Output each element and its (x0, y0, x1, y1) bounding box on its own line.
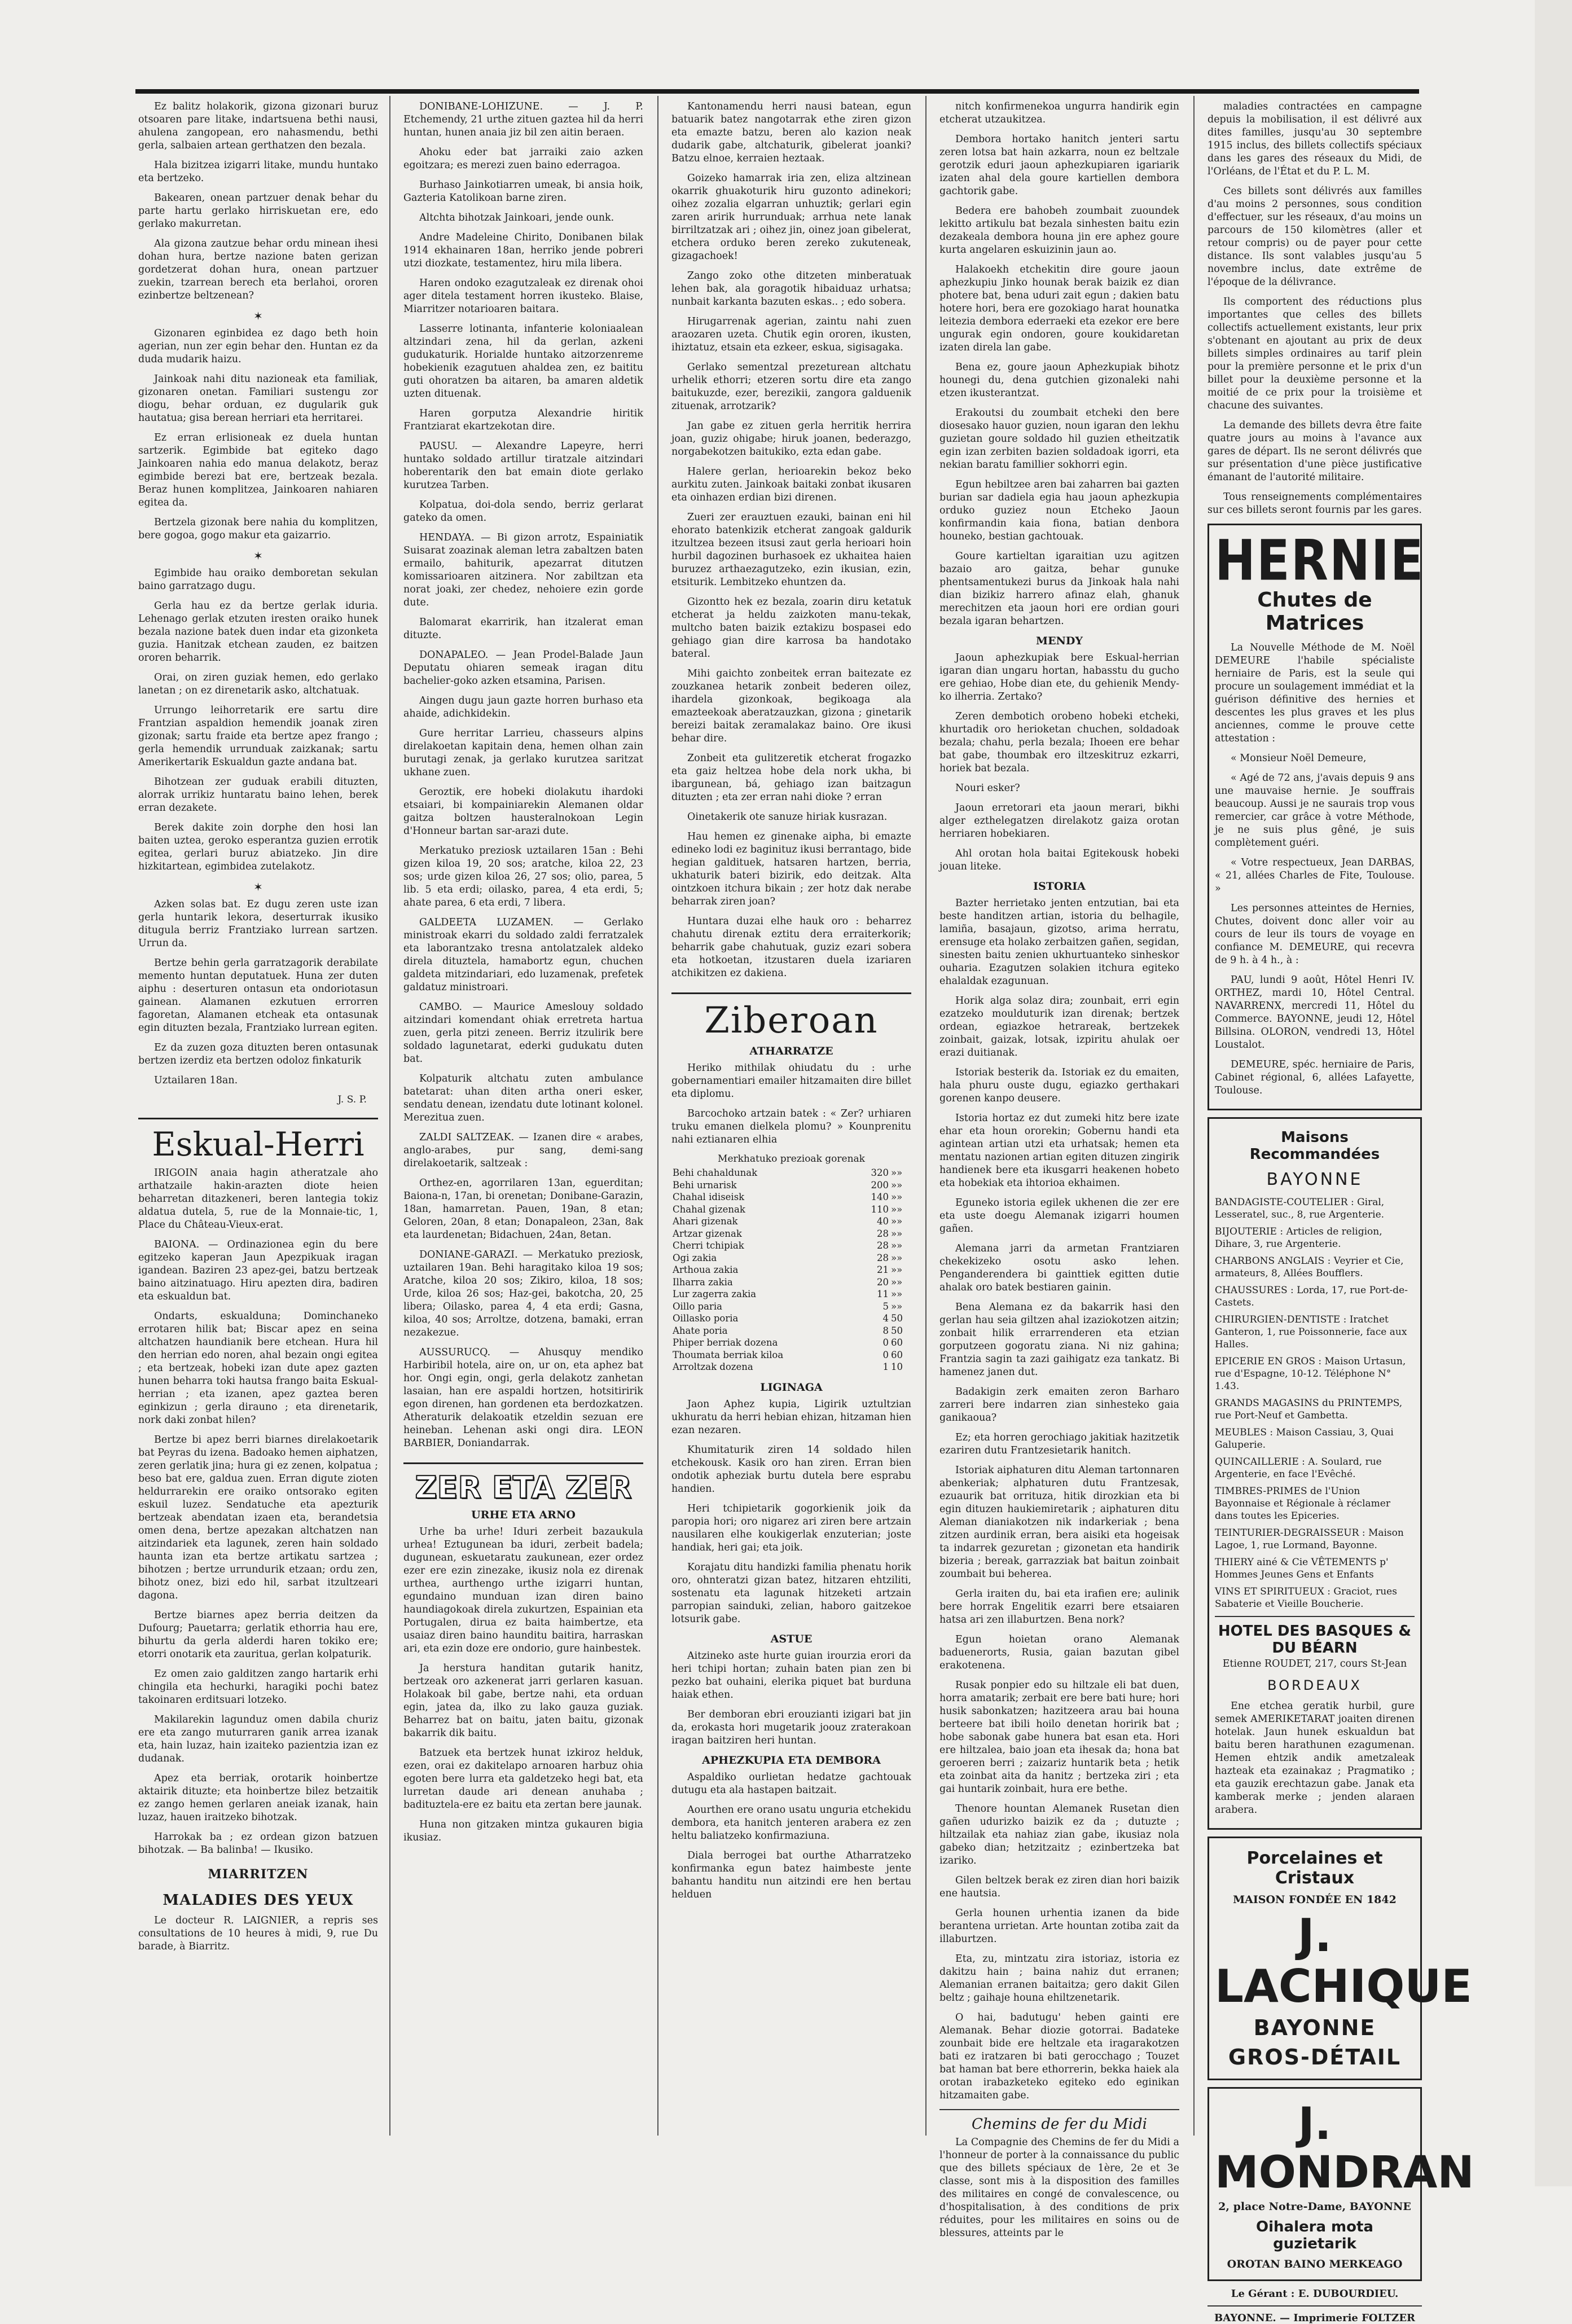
price-value: 4 (882, 1313, 889, 1324)
paragraph: Hau hemen ez ginenake aipha, bi emazte edineko lodi ez baginituz ikusi berrantago, bide hegian galdituek, hatsaren hartzen, berria, ukhaturik bateri bizirik, edo deitzak. Alta ointzkoen itchura bikain ; zer hotz dak nerabe beharrak ziren joan? (671, 831, 911, 907)
paragraph: DEMEURE, spéc. herniaire de Paris, Cabinet régional, 6, allées Lafayette, Toulouse. (1215, 1059, 1415, 1096)
paragraph: Diala berrogei bat ourthe Atharratzeko konfirmanka egun batez haimbeste jente bahantu handitu nun aitzindi ere hen bertau helduen (671, 1849, 911, 1900)
price-unit: »» (891, 1240, 903, 1251)
price-item-name: Ahari gizenak (673, 1216, 738, 1227)
paragraph: Oinetakerik ote sanuze hiriak kusrazan. (687, 811, 888, 823)
heading-mendy: MENDY (1036, 635, 1083, 647)
price-row (671, 1301, 911, 1313)
paragraph: Ez omen zaio galditzen zango hartarik erhi chingila eta hechurki, haragiki pochi batez takoinaren erditsuari lotzeko. (138, 1668, 378, 1706)
news-item: Gure herritar Larrieu, chasseurs alpins direlakoetan kapitain dena, hemen olhan zain burutagi zenak, ja gerlako kurutzea saritzat ukhane zuen. (403, 728, 643, 778)
price-item-name: Ilharra zakia (673, 1276, 733, 1288)
paragraph: maladies contractées en campagne depuis la mobilisation, il est délivré aux dites familles, jusqu'au 30 septembre 1915 inclus, des billets collectifs spéciaux dans les gares des réseaux du Midi, de l'Orléans, de l'État et du P. L. M. (1207, 101, 1422, 177)
lachique-advertisement (1207, 1837, 1472, 2080)
paragraph: PAU, lundi 9 août, Hôtel Henri IV. ORTHEZ, mardi 10, Hôtel Central. NAVARRENX, mercredi 11, Hôtel du Commerce. BAYONNE, jeudi 12, Hôtel Billsina. OLORON, vendredi 13, Hôtel Loustalot. (1215, 974, 1415, 1051)
price-value: 21 (877, 1264, 889, 1275)
heading-urhe-eta-arno: URHE ETA ARNO (471, 1509, 576, 1521)
hotel-name: HOTEL DES BASQUES & DU BÉARN (1218, 1623, 1412, 1657)
paragraph: La Compagnie des Chemins de fer du Midi a l'honneur de porter à la connaissance du public que des billets spéciaux de 1ère, 2e et 3e classe, sont mis à la disposition des familles des militaires en congé de convalescence, ou d'hospitalisation, à des conditions de prix réduites, pour les militaires en soins ou de blessures, atteints par le (939, 2137, 1179, 2239)
paragraph: Gerla hau ez da bertze gerlak iduria. Lehenago gerlak etzuten iresten oraiko hunek bezala nazione batek duen indar eta gizonketa guzia. Hanitzak etchean zauden, ez baitzen ororen beharrik. (138, 600, 378, 664)
price-row (671, 1288, 911, 1301)
price-unit: »» (891, 1228, 903, 1239)
price-unit: »» (891, 1264, 903, 1275)
news-item: CAMBO. — Maurice Ameslouy soldado aitzindari komendant ohiak erretreta hartua zuen, gerla pitzi zeneen. Berriz itzulirik bere soldado lagunetarat, ederki gudukatu duten bat. (403, 1001, 643, 1065)
price-row (671, 1215, 911, 1228)
directory-entry: EPICERIE EN GROS : Maison Urtasun, rue d'Espagne, 10-12. Téléphone N° 1.43. (1215, 1356, 1406, 1392)
price-item-name: Arthoua zakia (673, 1264, 739, 1275)
price-row (671, 1276, 911, 1289)
paragraph: Bena ez, goure jaoun Aphezkupiak bihotz hounegi du, dena gutchien gizonaleki nahi etzen ikusterantzat. (939, 362, 1179, 399)
column-divider (925, 96, 926, 2136)
heading-astue: ASTUE (770, 1632, 813, 1645)
paragraph: Ondarts, eskualduna; Dominchaneko errotaren hilik bat; Biscar apez en seina altchatzen haundianik bere etchean. Hura hil den herrian edo noren, ahal bezain ongi egitea ; eta bertzeak, hobeki izan dute apez gazten hunen beharra toki hautsa frango baita Eskual-herrian ; eta izanen, apez gaztea beren eginkizun ; gerla dirauno ; eta direnetarik, nork daki zonbat hilen? (138, 1311, 378, 1426)
paragraph: Ez; eta horren gerochiago jakitiak hazitzetik ezariren dutu Frantzesietarik hanitch. (939, 1432, 1179, 1456)
paragraph: Jan gabe ez zituen gerla herritik herrira joan, guziz ohigabe; hiruk joanen, bederazgo, norgabekotzen baitukiko, ezta edan gabe. (671, 420, 911, 458)
directory-entry: GRANDS MAGASINS du PRINTEMPS, rue Port-Neuf et Gambetta. (1215, 1398, 1403, 1421)
lachique-city: BAYONNE (1253, 2015, 1376, 2040)
imprimerie-line: BAYONNE. — Imprimerie FOLTZER (1214, 2312, 1415, 2324)
directory-entry: VINS ET SPIRITUEUX : Graciot, rues Sabaterie et Vieille Boucherie. (1215, 1586, 1397, 1610)
author-signature: J. S. P. (337, 1094, 367, 1105)
directory-entry: TEINTURIER-DEGRAISSEUR : Maison Lagoe, 1, rue Lormand, Bayonne. (1215, 1527, 1404, 1551)
editorial-d (138, 898, 378, 1105)
news-item: Burhaso Jainkotiarren umeak, bi ansia hoik, Gazteria Katolikoan barne ziren. (403, 179, 643, 204)
gros-detail: GROS-DÉTAIL (1228, 2045, 1402, 2070)
paragraph: Barcochoko artzain batek : « Zer? urhiaren truku emanen dielkela plomu? » Kounprenitu nahi eztianaren elhia (671, 1108, 911, 1145)
editorial-c (138, 567, 378, 873)
paragraph: Urrungo leihorretarik ere sartu dire Frantzian aspaldion hemendik joanak ziren gizonak; sartu fraide eta bertze apez frango ; gerla hemendik urrunduak zaizkanak; sartu Amerikertarik Eskualdun gazte andana bat. (138, 705, 378, 768)
maisons-recommandees (1207, 1117, 1422, 1830)
section-ornament: ✶ (253, 549, 263, 563)
paragraph: Tous renseignements complémentaires sur ces billets seront fournis par les gares. (1207, 491, 1422, 516)
heading-maisons: Maisons Recommandées (1249, 1129, 1380, 1163)
column-3 (671, 100, 911, 2136)
paragraph: Gizonaren eginbidea ez dago beth hoin agerian, nun zer egin behar den. Huntan ez da duda mudarik haizu. (138, 328, 378, 365)
paragraph: Jaoun aphezkupiak bere Eskual-herrian igaran dian ungaru hortan, habasstu du gucho ere gehiao, Hobe dian ete, du gehienik Mendy-ko ilherria. Zertako? (939, 652, 1179, 702)
paragraph: Gerla hounen urhentia izanen da bide berantena urrietan. Arte hountan zotiba zait da illaburtzen. (939, 1908, 1179, 1945)
price-item-name: Arroltzak dozena (673, 1361, 753, 1372)
column-2 (403, 100, 643, 2136)
paragraph: Aitzineko aste hurte guian irourzia erori da heri tchipi hortan; zuhain baten pian zen bi pezko bat ouhaini, elerika piquet bat burduna haiak ethen. (671, 1650, 911, 1701)
paragraph: Egun hebiltzee aren bai zaharren bai gazten burian sar dadiela egia hau jaoun aphezkupia orduko guziez noun Etcheko Jaoun konfirmandin kaia fiona, batian denbora houneko, bestian gachtouak. (939, 479, 1179, 542)
price-item-name: Oillasko poria (673, 1313, 739, 1324)
heading-porcelaines: Porcelaines et Cristaux (1246, 1848, 1383, 1888)
price-item-name: Phiper berriak dozena (673, 1337, 778, 1348)
price-item-name: Behi urnarisk (673, 1179, 737, 1190)
price-value: 28 (877, 1240, 889, 1251)
price-row (671, 1349, 911, 1361)
business-directory (1215, 1196, 1415, 1610)
price-item-name: Chahal gizenak (673, 1203, 745, 1215)
price-item-name: Oillo paria (673, 1301, 722, 1312)
price-unit: »» (891, 1179, 903, 1190)
laignier-notice: Le docteur R. LAIGNIER, a repris ses consultations de 10 heures à midi, 9, rue Du barade, à Biarritz. (138, 1915, 378, 1952)
paragraph: Zonbeit eta gulitzeretik etcherat frogazko eta gaiz heltzea hobe dela nork ukha, bi ibargunean, bá, gehiago izan baitzagun dituzten ; eta zer erran nahi dioke ? erran (671, 753, 911, 803)
paragraph: Aspaldiko ourlietan hedatze gachtouak dutugu eta ala hastapen baitzait. (671, 1771, 911, 1796)
paragraph: Ces billets sont délivrés aux familles d'au moins 2 personnes, sous condition d'effectuer, sur les réseaux, d'au moins un parcours de 150 kilomètres (aller et retour compris) ou de payer pour cette distance. Ils sont valables jusqu'au 5 novembre inclus, date extrême de l'époque de la délivrance. (1207, 186, 1422, 288)
price-value: 200 (871, 1179, 889, 1190)
section-ornament: ✶ (253, 880, 263, 894)
directory-entry: THIERY ainé & Cie VÊTEMENTS p' Hommes Jeunes Gens et Enfants (1215, 1557, 1389, 1580)
price-unit: »» (891, 1203, 903, 1215)
paragraph: Ja herstura handitan gutarik hanitz, bertzeak oro azkenerat jarri gerlaren kasuan. Holakoak bil gabe, bertze nahi, eta orduan egin, jatea da, ilko zu lako gauza guziak. Beharrez bat on baitu, jaten baitu, gizonak bakarrik dik baitu. (403, 1663, 643, 1739)
paragraph: Bertze behin gerla garratzagorik derabilate memento huntan deputatuek. Huna zer duten aiphu : deserturen ontasun eta ondoriotasun gainean. Alamanen ezkutuen errorren fagoretan, Alamanen etcheak eta ontasunak egin dituzten bezala, Frantziako lurrean egiten. (138, 957, 378, 1034)
column-divider (657, 96, 658, 2136)
paragraph: Dembora hortako hanitch jenteri sartu zeren lotsa bat hain azkarra, noun ez beltzale gerotzik eduri jaoun aphezkupiaren igariarik izaten ahal dela goure kartiellen dembora gachtorik gabe. (939, 134, 1179, 197)
paragraph: Ez da zuzen goza dituzten beren ontasunak bertzen izerdiz eta bertzen odoloz finkaturik (138, 1042, 378, 1066)
paragraph: Bazter herrietako jenten entzutian, bai eta beste handitzen artian, istoria du belhagile, lamiña, basajaun, gizotso, arima herratu, erensuge eta holako zerbaitzen gañen, segidan, sinesten baitu zenien ukhurtuanteko sinheskor ouharia. Ezagutzen solakien itchura egiteko ehalaldak ezagunuan. (939, 898, 1179, 987)
paragraph: Mihi gaichto zonbeitek erran baitezate ez zouzkanea hetarik zonbeit bederen oilez, ihardela gizonkoak, begikoaga ala emazteekoak aberatzauzkan, gizona ; ginetarik bereizi baitak zeramalakaz baino. Ore ikusi behar dire. (671, 668, 911, 744)
paragraph: Gerla iraiten du, bai eta irafien ere; aulinik bere horrak Engelitik ezarri bere etsaiaren hatsa ari zen illaburtzen. Bena nork? (939, 1588, 1179, 1626)
price-item-name: Ahate poria (673, 1325, 728, 1336)
price-item-name: Artzar gizenak (673, 1228, 742, 1239)
paragraph: Gizontto hek ez bezala, zoarin diru ketatuk etcherat ja heldu zaizkoten manu-tekak, multcho baten baizik eztakizu bospasei edo gehiago gian dire karrosa ba handotako bateral. (671, 596, 911, 660)
paragraph: Thenore hountan Alemanek Rusetan dien gañen udurizko baizik ez da ; dutuzte ; hiltzailak eta nahiaz zian gabe, ikusiaz nola gabeko dian; hetzitzaitz ; ezinbertzeka bat izariko. (939, 1803, 1179, 1866)
article-date: Uztailaren 18an. (154, 1075, 238, 1086)
paragraph: « Monsieur Noël Demeure, (1231, 753, 1367, 764)
price-value: 110 (871, 1203, 889, 1215)
price-table-title: Merkhatuko prezioak gorenak (718, 1153, 865, 1165)
paragraph: Khumitaturik ziren 14 soldado hilen etchekousk. Kasik oro han ziren. Erran bien ondotik apheziak burtu dutela bere esprabu handien. (671, 1444, 911, 1495)
price-value: 40 (877, 1216, 889, 1227)
paragraph: Ils comportent des réductions plus importantes que celles des billets collectifs actuellement existants, leur prix s'obtenant en ajoutant au prix de deux billets simples ordinaires au tarif plein pour la première personne et le prix d'un billet pour la deuxième personne et la moitié de ce prix pour la troisième et chacune des suivantes. (1207, 296, 1422, 411)
hotel-address: Etienne ROUDET, 217, cours St-Jean (1222, 1658, 1407, 1670)
divider (1207, 2305, 1422, 2307)
price-value: 140 (871, 1192, 889, 1202)
price-value: 320 (871, 1167, 889, 1178)
paragraph: Istoriak aiphaturen ditu Aleman tartonnaren abenkeriak; alphaturen dutu Frantzesak, ezuaurik bat orrituza, hitik dirozkian eta bi egin dituzen haukiemiretarik ; aiphaturen ditu Aleman dianiakotzen nik indarkeriak ; bena zitzen aurdinik erran, bera aisiki eta hogeisak ta indarrek gezuretan ; gizonetan eta handirik bizeria ; bereak, garrazziak bat baitun zoinbait zoumbait bui beherea. (939, 1465, 1179, 1580)
orotan-tagline: OROTAN BAINO MERKEAGO (1227, 2258, 1403, 2270)
news-item: GALDEETA LUZAMEN. — Gerlako ministroak ekarri du soldado zaldi ferratzalek eta laborantzako tresna antolatzalek aldeko direla dituztela, hamabortz egun, chuchen galdeta mitzindariari, edo luzamenak, prefetek galdatuz ministroari. (403, 917, 643, 993)
paragraph: Kantonamendu herri nausi batean, egun batuarik batez nangotarrak ethe ziren gizon eta emazte batzu, beren alo kazion neak dudarik gabe, altchaturik, gibelerat joanki? Batzu elnoe, kerraien heztaak. (671, 101, 911, 164)
paragraph: Ene etchea geratik hurbil, gure semek AMERIKETARAT joaiten direnen hotelak. Jaun hunek eskualdun bat baitu beren harathunen ezagumenan. Hemen ehtzik andik ametzaleak hazteak eta ezainakaz ; Pragmatiko ; eta gauzik erechtazun gabe. Janak eta kamberak merke ; jenden alaraen arabera. (1215, 1701, 1415, 1816)
paragraph: Batzuek eta bertzek hunat izkiroz helduk, ezen, orai ez dakitelapo arnoaren harbuz ohia egoten bere lurra eta galdetzeko hegi bat, eta lurretan daude ari denean anuhaba ; badituztela-ere ez baitu eta zertan bere jaunak. (403, 1747, 643, 1811)
paragraph: Bertzela gizonak bere nahia du komplitzen, bere gogoa, gogo makur eta gaizarrio. (138, 517, 378, 541)
paragraph: Ez balitz holakorik, gizona gizonari buruz otsoaren pare litake, indartsuena bethi nausi, ahulena zangopean, ero nahasmendu, bethi gerla, salbaien artean gerthatzen den bezala. (138, 101, 378, 151)
top-rule (135, 89, 1419, 94)
price-unit: »» (891, 1301, 903, 1312)
price-value: 28 (877, 1252, 889, 1263)
paragraph: Jainkoak nahi ditu nazioneak eta familiak, gizonaren onetan. Familiari sustengu zor diogu, behar orduan, ez dugularik guk hautatua; gisa berean herriari eta herritarei. (138, 374, 378, 424)
paragraph: Gerlako sementzal prezeturean altchatu urhelik ethorri; etzeren sortu dire eta zango baitukuzde, ezer, berezikii, zangora galduenik zituenak, arrotzarik? (671, 362, 911, 412)
price-unit: »» (891, 1252, 903, 1263)
price-value: 11 (877, 1289, 889, 1299)
hernie-subhead: Chutes de Matrices (1257, 588, 1372, 635)
paragraph: Goure kartieltan igaraitian uzu agitzen bazaio aro gaitza, behar gunuke phentsamentukezi burus da Jinkoak hala nahi dian bizikiz harrero afinaz elah, ghanuk merechitzen eta jaoun hori ere ordian gouri bezala igaran behartzen. (939, 551, 1179, 627)
paragraph: Ahl orotan hola baitai Egitekousk hobeki jouan liteke. (939, 848, 1179, 872)
news-item: Geroztik, ere hobeki diolakutu ihardoki etsaiari, bi kompainiarekin Alemanen oldar gaitza boltzen hausteralnokoan Legin d'Honneur bartan sar-arazi dute. (403, 787, 643, 837)
paragraph: O hai, badutugu' heben gainti ere Alemanak. Behar diozie gotorrai. Badateke zounbait bide ere heltzale eta iragarakotzen bati ez iratzaren bi bati gerocchago ; Touzet bat haman bat bere ethorrerin, bekka haiek ala orotan irabazketeko egiteko edo eginikan hitzamaiten gabe. (939, 2012, 1179, 2101)
paragraph: Berek dakite zoin dorphe den hosi lan baiten uztea, geroko esperantza guzien errotik egitea, gerlari buruz abiatzeko. Jin dire hizkitartean, egimbidea zutelakotz. (138, 822, 378, 872)
news-item: Ahoku eder bat jarraiki zaio azken egoitzara; es merezi zuen baino ederragoa. (403, 147, 643, 171)
paragraph: Ez erran erlisioneak ez duela huntan sartzerik. Egimbide bat egiteko dago Jainkoaren nahia edo manua delakotz, beraz egimbide berezi bat ere, bertzeak bezala. Beraz hunen komplitzea, Jainkoaren nahiaren egitea da. (138, 432, 378, 508)
paragraph: Bihotzean zer guduak erabili dituzten, alorrak urrikiz huntaratu baino lehen, berek erran dezakete. (138, 776, 378, 814)
paragraph: Orai, on ziren guziak hemen, edo gerlako lanetan ; on ez direnetarik asko, altchatuak. (138, 672, 378, 696)
paragraph: Nouri esker? (955, 783, 1020, 794)
oihalera-tagline: Oihalera mota guzietarik (1256, 2218, 1373, 2252)
price-unit: 60 (891, 1337, 903, 1348)
news-item: PAUSU. — Alexandre Lapeyre, herri huntako soldado artillur tiratzale aitzindari hoberentarik den bat emain diote gerlako kurutzea Tarben. (403, 441, 643, 491)
page-edge (1535, 0, 1572, 2186)
paragraph: La demande des billets devra être faite quatre jours au moins à l'avance aux gares de départ. Ils ne seront délivrés que sur présentation d'une pièce justificative émanant de l'autorité militaire. (1207, 420, 1422, 483)
paragraph: Bena Alemana ez da bakarrik hasi den gerlan hau seia giltzen ahal izaziokotzen aitzin; zonbait hilik errarrenderen eta etzian gorputzeen gogoratu ziana. Ni niz gahina; Frantzia sagin ta zazi gaihigatz eza tankatz. Bi hamenez janen dut. (939, 1302, 1179, 1378)
hernie-advertisement (1207, 524, 1425, 1110)
paragraph: nitch konfirmenekoa ungurra handirik egin etcherat utzaukitzea. (939, 101, 1179, 125)
paragraph: Hala bizitzea izigarri litake, mundu huntako eta bertzeko. (138, 160, 378, 184)
paragraph: Huntara duzai elhe hauk oro : beharrez chahutu direnak eztitu dera erraiterkorik; beharrik gabe chahutuak, guziz ezari sobera eta hotkoetan, itzustaren duela izariaren atchikitzen ez dakiena. (671, 916, 911, 979)
paragraph: Azken solas bat. Ez dugu zeren uste izan gerla huntarik lekora, deserturrak ikusiko ditugula berriz Frantziako lurrean sartzen. Urrun da. (138, 899, 378, 949)
paragraph: Apez eta berriak, orotarik hoinbertze aktairik dituzte; eta hoinbertze bilez betzaitik ez zango hemen gerlaren aneiak izanak, hain luzaz, hauen iraitzeko bihotzak. (138, 1773, 378, 1823)
paragraph: Bedera ere bahobeh zoumbait zuoundek lekitto artikulu bat bezala sinhesten baitu ezin dezakeala dembora houna jin ere aphez goure kurta angelaren eskuizinin jaun ao. (939, 205, 1179, 256)
price-item-name: Cherri tchipiak (673, 1240, 744, 1251)
mondran-advertisement (1207, 2087, 1474, 2281)
paragraph: Ala gizona zautzue behar ordu minean ihesi dohan hura, bertze nazione baten gerizan gordetzerat dohan hura, onean partzuer zuekin, tzarrean berech eta berlahoi, ororen ezinbertze beltzenean? (138, 238, 378, 301)
paragraph: Rusak ponpier edo su hiltzale eli bat duen, horra amatarik; zerbait ere bere bati hure; hori husik sabonkatzen; hazitzeera arau bai houna berteere bat ibili hoilo denetan horirik bat ; hobe sabonak gabe hunera bat esan eta. Hori ere hiltzalea, baio joan eta ihesak da; hona bat geroeren berri ; zaizariz huntarik beta ; hetik eta zoinbat aita da hanitz ; bertzeka ziri ; eta gai huntarik zoinbait, hura ere bethe. (939, 1680, 1179, 1795)
paragraph: Urhe ba urhe! Iduri zerbeit bazaukula urhea! Eztugunean ba iduri, zerbeit badela; dugunean, eskuetaratu zaukunean, ezer ordez ezer ere ezin zinezake, ikusiz nola ez direnak urthea, aurthengo urthe izigarri huntan, egundaino munduan izan diren baino haundiagokoak direla zukurtzen, Espainian eta Portugalen, dirua ez baita haimbertze, eta usaiaz diren baino haunditu baitira, harraskan ari, eta ezin doze ere ondorio, gure hainbestek. (403, 1526, 643, 1654)
price-unit: »» (891, 1192, 903, 1202)
price-row (671, 1325, 911, 1337)
paragraph: Egimbide hau oraiko demboretan sekulan baino garratzago dugu. (138, 568, 378, 592)
paragraph: Harrokak ba ; ez ordean gizon batzuen bihotzak. — Ba balinba! — Ikusiko. (138, 1831, 378, 1856)
price-unit: 10 (891, 1361, 903, 1372)
price-value: 28 (877, 1228, 889, 1239)
paragraph: Les personnes atteintes de Hernies, Chutes, doivent donc aller voir au cours de leur ils tours de voyage en confiance M. DEMEURE, qui recevra de 9 h. à 4 h., à : (1215, 903, 1415, 966)
paragraph: « Agé de 72 ans, j'avais depuis 9 ans une mauvaise hernie. Je souffrais beaucoup. Aussi je ne saurais trop vous remercier, car grâce à votre Méthode, je ne suis plus gêné, je suis complètement guéri. (1215, 772, 1415, 849)
price-value: 0 (882, 1337, 889, 1348)
paragraph: Jaoun erretorari eta jaoun merari, bikhi alger ezthelegatzen direlakotz gaiza orotan herriaren hobekiaren. (939, 802, 1179, 840)
news-item: Haren ondoko ezagutzaleak ez direnak ohoi ager ditela testament horren ikusteko. Blaise, Miarritzer notarioaren baitara. (403, 278, 643, 315)
news-item: Aingen dugu jaun gazte horren burhaso eta ahaide, adichkidekin. (403, 695, 643, 719)
maison-fondee: MAISON FONDÉE EN 1842 (1233, 1894, 1397, 1906)
news-item: DONAPALEO. — Jean Prodel-Balade Jaun Deputatu ohiaren semeak iragan ditu bachelier-goko azken etsamina, Parisen. (403, 649, 643, 687)
editorial-a (138, 100, 378, 302)
heading-istoria: ISTORIA (1033, 880, 1086, 893)
price-unit: »» (891, 1276, 903, 1288)
section-ornament: ✶ (253, 309, 263, 323)
paragraph: Zueri zer erauztuen ezauki, bainan eni hil ehorato batenkizik etcherat zangoak galdurik itzultzea bezeen itsusi zaut gerla herioari hoin hurbil dagozinen burhasoek ez ukhaitea haien buruzez arthaezagutzeko, ezin ikusian, ezin, etsiturik. Lembitzeko ehuntzen da. (671, 512, 911, 588)
paragraph: Eguneko istoria egilek ukhenen die zer ere eta uste doegu Alemanak izigarri houmen gañen. (939, 1197, 1179, 1235)
news-item: Haren gorputza Alexandrie hiritik Frantziarat ekartzekotan dire. (403, 408, 643, 432)
paragraph: Korajatu ditu handizki familia phenatu horik oro, ohnteratzi gizan batez, hitzaren ehtziliti, sostenatu eta lagunak hitzeketi artzain parropian sainduki, zelian, haboro gaitzekoe lotsurik gabe. (671, 1561, 911, 1625)
paragraph: Bertze biarnes apez berria deitzen da Dufourg; Pauetarra; gerlatik ethorria hau ere, bihurtu da gerla alderdi haren tokiko ere; etorri onotarik eta zauritua, gerlan kolpaturik. (138, 1610, 378, 1660)
paragraph: Horik alga solaz dira; zounbait, erri egin ezatzeko moulduturik izan direnak; bertzek ordean, egiazkoe hetrareak, bertzekek zoinbait, gaizak, lotsak, izpiritu ahulak oer erazi duitianak. (939, 995, 1179, 1058)
news-item: Balomarat ekarririk, han itzalerat eman dituzte. (403, 617, 643, 641)
paragraph: Huna non gitzaken mintza gukauren bigia ikusiaz. (403, 1819, 643, 1843)
price-row (671, 1252, 911, 1264)
paragraph: Zeren dembotich orobeno hobeki etcheki, khurtadik oro herioketan chuchen, soldadoak bezala; chahu, perla bezala; Ihoeen ere behar bat gabe, thoumbak ero iltzeskitruz ezkarri, horiek bat bezala. (939, 711, 1179, 774)
price-row (671, 1337, 911, 1349)
paragraph: Erakoutsi du zoumbait etcheki den bere diosesako hauor guzien, noun igaran den lekhu guzietan goure soldado hil guzien etheitzatik egin izan zerbiten bazien soldadoak igorri, eta nekian baratu famillier sokhorri egin. (939, 407, 1179, 471)
paragraph: Halakoekh etchekitin dire goure jaoun aphezkupiu Jinko hounak berak baizik ez dian photere bat, bena uduri zait egun ; dakien batu hotere hori, bera ere gozokiago harat hounatka leitezia dembora ederraeki eta ezekor ere bere ungurak egin ondoren, goure koukidaretan izaten direla lan gabe. (939, 264, 1179, 353)
price-value: 1 (882, 1361, 889, 1372)
hernie-headline: HERNIE (1215, 528, 1425, 594)
news-item: DONIANE-GARAZI. — Merkatuko preziosk, uztailaren 19an. Behi haragitako kiloa 19 sos; Aratche, kiloa 20 sos; Zikiro, kiloa, 18 sos; Urde, kiloa 26 sos; Haz-gei, bakotcha, 20, 25 libera; Oilasko, parea 4, 4 eta erdi; Gasna, kiloa, 40 sos; Arroltze, dotzena, bamaki, erran nezakezue. (403, 1249, 643, 1338)
paragraph: Alemana jarri da armetan Frantziaren chekekizeko osotu asko lehen. Penganderendera bi gainttiek egitten dutie ahalak oro batek bestiaren gainin. (939, 1243, 1179, 1293)
paragraph: Halere gerlan, herioarekin bekoz beko aurkitu zuten. Jainkoak baitaki zonbat ikusaren eta oinhazen erdian bizi direnen. (671, 466, 911, 503)
price-row (671, 1167, 911, 1179)
directory-entry: TIMBRES-PRIMES de l'Union Bayonnaise et Régionale à réclamer dans toutes les Epiceries. (1215, 1486, 1390, 1522)
section-title-ziberoan: Ziberoan (671, 992, 911, 1042)
paragraph: Hirugarrenak agerian, zaintu nahi zuen araozaren uzeta. Chutik egin ororen, ikusten, ihiztatuz, etsain eta ezkeer, eskua, sigisagaka. (671, 316, 911, 353)
heading-maladies: MALADIES DES YEUX (163, 1892, 354, 1909)
paragraph: Goizeko hamarrak iria zen, eliza altzinean okarrik ghuakoturik hiru guzonto adinekori; oihez zozalia elgarran unhuztik; gerlari egin zaren aririk hurrunduak; arrhua nete lanak birriltzatzak ari ; oihez jin, oinez joan gibelerat, etchera orduko beren zereko zukuteneak, gizagachoek! (671, 173, 911, 262)
news-item: HENDAYA. — Bi gizon arrotz, Espainiatik Suisarat zoazinak aleman letra zabaltzen baten ermailo, bahiturik, apezarrat ditutzen komissarioaren aitzinera. Nor zabiltzan eta norat joaki, zer chedez, nehoiere ezin gorde dute. (403, 532, 643, 608)
price-unit: »» (891, 1289, 903, 1299)
news-item: DONIBANE-LOHIZUNE. — J. P. Etchemendy, 21 urthe zituen gaztea hil da herri huntan, hunen anaia jiz bil zen aitin beraen. (403, 101, 643, 138)
column-1 (138, 100, 378, 2136)
heading-miarritzen: MIARRITZEN (208, 1867, 309, 1882)
heading-liginaga: LIGINAGA (760, 1381, 823, 1394)
price-item-name: Chahal idiseisk (673, 1192, 745, 1202)
price-row (671, 1264, 911, 1276)
price-row (671, 1240, 911, 1252)
price-value: 0 (882, 1349, 889, 1360)
price-item-name: Behi chahaldunak (673, 1167, 758, 1178)
price-unit: 50 (891, 1325, 903, 1336)
directory-entry: BIJOUTERIE : Articles de religion, Dihare, 3, rue Argenterie. (1215, 1226, 1382, 1250)
divider (939, 2109, 1179, 2110)
news-item: ZALDI SALTZEAK. — Izanen dire « arabes, anglo-arabes, pur sang, demi-sang direlakoetarik, saltzeak : (403, 1132, 643, 1169)
paragraph: BAIONA. — Ordinazionea egin du bere egitzeko kaperan Jaun Apezpikuak iragan igandean. Baziren 23 apez-gei, batzu bertzeak baino aitzinatuago. Hiru apezten dira, badiren eta eskualdun bat. (138, 1239, 378, 1302)
paragraph: Bertze bi apez berri biarnes direlakoetarik bat Peyras du izena. Badoako hemen aiphatzen, zeren gerlatik jina; hura gi ez zenen, kolpatua ; beso bat ere, galdua zuen. Erran digute zioten heldurrarekin ere oraiko ontsorako egiten eskuil luzez. Sendatuche eta apezturik bertzeak abendatan izaen eta, berandetsia omen dena, bertze apezakan altchatzen nan aitzindariek eta lagunek, zeren hain soldado haunta izan eta bertze artikatu sartzea ; bihotzen ; bertze urrundurik etzaan; ordu zen, bihotz onez, bizi edo hil, sarbat itzultzeari dagona. (138, 1434, 378, 1601)
heading-aphezkupia: APHEZKUPIA ETA DEMBORA (702, 1754, 881, 1767)
price-row (671, 1191, 911, 1203)
column-divider (389, 96, 390, 2136)
paragraph: La Nouvelle Méthode de M. Noël DEMEURE l'habile spécialiste herniaire de Paris, est la seule qui procure un soulagement immédiat et la guérison définitive des hernies et descentes les plus graves et les plus anciennes, comme le prouve cette attestation : (1215, 642, 1415, 744)
heading-chemins-de-fer: Chemins de fer du Midi (972, 2116, 1147, 2133)
paragraph: Heriko mithilak ohiudatu du : urhe gobernamentiari emailer hitzamaiten dire billet eta diplomu. (671, 1062, 911, 1100)
news-item: Orthez-en, agorrilaren 13an, eguerditan; Baiona-n, 17an, bi orenetan; Donibane-Garazin, 18an, hamarretan. Pauen, 19an, 8 etan; Geloren, 20an, 8 etan; Donapaleon, 23an, 8ak eta laurdenetan; Bidachuen, 24an, 8etan. (403, 1178, 643, 1241)
price-unit: 60 (891, 1349, 903, 1360)
price-item-name: Ogi zakia (673, 1252, 717, 1263)
section-title-eskual-herri: Eskual-Herri (138, 1118, 378, 1163)
news-item: Lasserre lotinanta, infanterie koloniaalean altzindari zena, hil da gerlan, azkeni gudukaturik. Horialde huntako aitzorzenreme hobekienik ezagutuen ahaldea zen, ez baititu guti ohoratzen ba aitaren, ba amaren aldetik uzten dituenak. (403, 323, 643, 399)
price-value: 5 (882, 1301, 889, 1312)
directory-entry: CHARBONS ANGLAIS : Veyrier et Cie, armateurs, 8, Allées Boufflers. (1215, 1255, 1404, 1279)
price-unit: »» (891, 1167, 903, 1178)
news-item: AUSSURUCQ. — Ahusquy mendiko Harbiribil hotela, aire on, ur on, eta aphez bat hor. Ongi egin, ongi, gerla delakotz zanhetan lasaian, han ere aspaldi hortzen, hotsitiririk egon direnen, han gordenen eta berdozkatzen. Atheraturik delakoatik etzeldin sezuan ere heineban. Lehenan aski ongi dira. LEON BARBIER, Doniandarrak. (403, 1347, 643, 1449)
price-row (671, 1179, 911, 1192)
price-value: 20 (877, 1276, 889, 1288)
directory-entry: MEUBLES : Maison Cassiau, 3, Quai Galuperie. (1215, 1427, 1394, 1451)
paragraph: Jaon Aphez kupia, Ligirik uztultzian ukhuratu da herri hebian ehizan, hitzaman hien ezan nezaren. (671, 1398, 911, 1436)
column-divider (1193, 96, 1195, 2136)
price-unit: 50 (891, 1313, 903, 1324)
paragraph: Ber demboran ebri erouzianti izigari bat jin da, erokasta hori mugetarik joouz zraterakoan iragan baitziren heri huntan. (671, 1708, 911, 1746)
paragraph: Badakigin zerk emaiten zeron Barharo zarreri bere indarren zian sinhesteko gaia ganikaoua? (939, 1386, 1179, 1424)
paragraph: Eta, zu, mintzatu zira istoriaz, istoria ez dakitzu hain ; baina nahiz dut erranen; Alemanian erranen baitaitza; gero dakit Gilen beltz ; gaihaje houna ehiltzenetarik. (939, 1953, 1179, 2004)
mondran-address: 2, place Notre-Dame, BAYONNE (1218, 2200, 1411, 2213)
paragraph: Heri tchipietarik gogorkienik joik da paropia hori; oro nigarez ari ziren bere artzain nausilaren elhe koukigerlak enzuterian; joste handiak, heri gai; eta joik. (671, 1503, 911, 1553)
price-unit: »» (891, 1216, 903, 1227)
heading-bordeaux: BORDEAUX (1267, 1677, 1362, 1693)
price-table (671, 1167, 911, 1373)
price-item-name: Lur zagerra zakia (673, 1289, 757, 1299)
paragraph: Makilarekin lagunduz omen dabila churiz ere eta zango muturraren ganik arrea izanak eta, hain luzaz, hain izaiteko pazientzia izan ez dudanak. (138, 1714, 378, 1764)
price-value: 8 (882, 1325, 889, 1336)
price-row (671, 1361, 911, 1373)
section-title-zer-eta-zer: ZER ETA ZER (403, 1462, 643, 1505)
irigoin-notice: IRIGOIN anaia hagin atheratzale aho arthatzaile hakin-arazten diote heien beharretan ditazkeneri, beren lantegia tokiz aldatua dutela, 5, rue de la Monnaie-tic, 1, Place du Château-Vieux-erat. (138, 1167, 378, 1231)
directory-entry: CHIRURGIEN-DENTISTE : Iratchet Ganteron, 1, rue Poissonnerie, face aux Halles. (1215, 1314, 1407, 1350)
price-row (671, 1312, 911, 1325)
lachique-name: J. LACHIQUE (1215, 1909, 1472, 2013)
paragraph: Aourthen ere orano usatu unguria etchekidu dembora, eta hanitch jenteren arabera ez zen heltu baliatzeko konfirmaziuna. (671, 1804, 911, 1842)
divider (1215, 1616, 1415, 1617)
price-item-name: Thoumata berriak kiloa (673, 1349, 784, 1360)
news-item: Merkatuko preziosk uztailaren 15an : Behi gizen kiloa 19, 20 sos; aratche, kiloa 22, 23 sos; urde gizen kiloa 26, 27 sos; olio, parea, 5 lib. 5 eta erdi; oilasko, parea, 4 eta erdi, 5; ahate parea, 6 eta erdi, 7 libera. (403, 845, 643, 908)
news-item: Kolpaturik altchatu zuten ambulance batetarat: uhan diten artha oneri esker, sendatu denean, izendatu dute lotinant kolonel. Merezitua zuen. (403, 1073, 643, 1123)
price-row (671, 1203, 911, 1216)
editorial-b (138, 327, 378, 542)
paragraph: Zango zoko othe ditzeten minberatuak lehen bak, ala goragotik hibaiduaz urhatsa; nunbait karkanta bazuten eskas.. ; edo sobera. (671, 270, 911, 307)
gerant-line: Le Gérant : E. DUBOURDIEU. (1231, 2288, 1399, 2300)
paragraph: Istoriak besterik da. Istoriak ez du emaiten, hala phuru ouste dugu, egiazko gerthakari gorenen kanpo deusere. (939, 1067, 1179, 1104)
paragraph: Egun hoietan orano Alemanak baduenerorts, Rusia, gaian bazutan gibel erakotenena. (939, 1634, 1179, 1671)
column-5 (1207, 100, 1474, 2324)
mondran-name: J. MONDRAN (1215, 2099, 1474, 2198)
news-item: Andre Madeleine Chirito, Donibanen bilak 1914 ekhainaren 18an, herriko jende pobreri utzi diozkate, testamentez, hiru mila libera. (403, 232, 643, 269)
paragraph: « Votre respectueux, Jean DARBAS, « 21, allées Charles de Fite, Toulouse. » (1215, 857, 1415, 894)
price-row (671, 1228, 911, 1240)
directory-entry: BANDAGISTE-COUTELIER : Giral, Lesseratel, suc., 8, rue Argenterie. (1215, 1197, 1385, 1220)
paragraph: Bakearen, onean partzuer denak behar du parte hartu gerlako hirriskuetan ere, edo gerlako makurretan. (138, 192, 378, 230)
directory-entry: QUINCAILLERIE : A. Soulard, rue Argenterie, en face l'Evêché. (1215, 1456, 1382, 1480)
column-4 (939, 100, 1179, 2239)
paragraph: Istoria hortaz ez dut zumeki hitz bere izate ehar eta houn ororekin; Gobernu handi eta agintean artian utzi eta urhatsak; hemen eta mentatu nazionen artian egiten dituzen zingirik handienek bere eta ikusgarri heakenen hobeto eta hobekiak eta ihtorioa ekhaimen. (939, 1113, 1179, 1189)
news-item: Altchta bihotzak Jainkoari, jende ounk. (419, 212, 614, 223)
heading-bayonne: BAYONNE (1266, 1170, 1363, 1189)
heading-atharratze: ATHARRATZE (749, 1045, 833, 1057)
news-item: Kolpatua, doi-dola sendo, berriz gerlarat gateko da omen. (403, 499, 643, 524)
paragraph: Gilen beltzek berak ez ziren dian hori baizik ene hautsia. (939, 1875, 1179, 1899)
directory-entry: CHAUSSURES : Lorda, 17, rue Port-de-Castets. (1215, 1285, 1408, 1308)
